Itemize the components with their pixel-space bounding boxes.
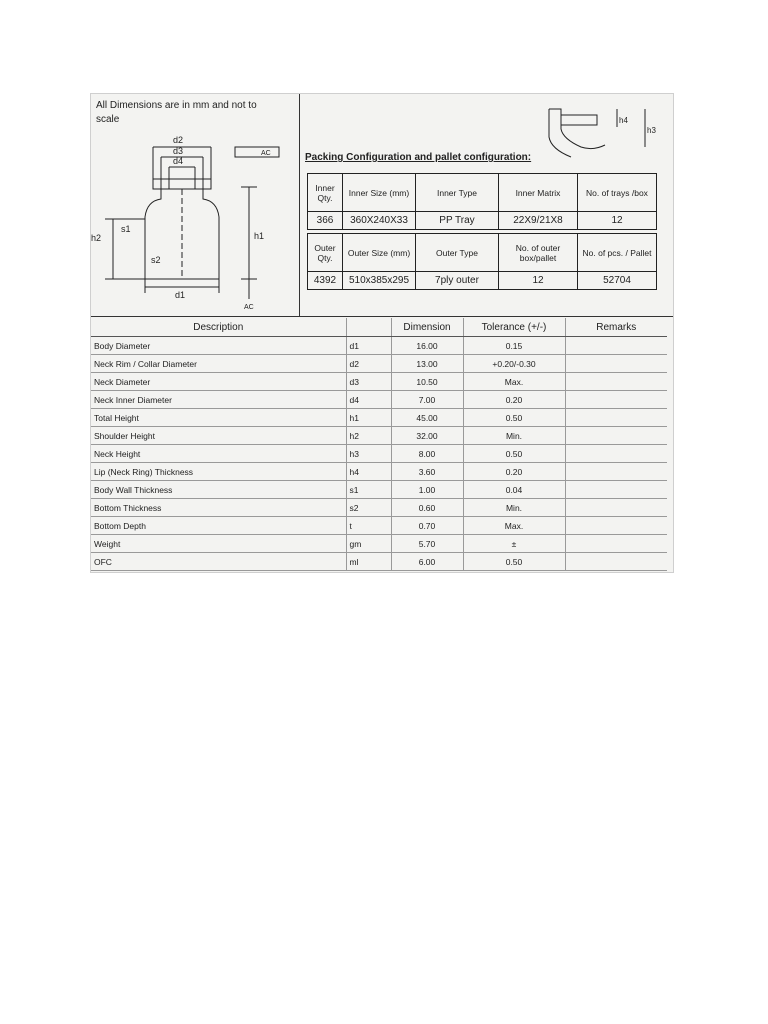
- description-cell: Body Diameter: [91, 337, 346, 355]
- dimension-header: Dimension: [391, 318, 463, 337]
- value-cell: PP Tray: [416, 212, 499, 230]
- label-h2: h2: [91, 233, 102, 243]
- note-line-2: scale: [96, 114, 120, 125]
- symbol-header: [346, 318, 391, 337]
- header-cell: Inner Qty.: [308, 174, 343, 212]
- horizontal-divider: [91, 316, 673, 317]
- tolerance-cell: 0.50: [463, 553, 565, 571]
- value-cell: 12: [499, 272, 578, 290]
- table-row: [91, 445, 667, 463]
- label-d2: d2: [173, 135, 184, 145]
- packing-title: Packing Configuration and pallet configuration:: [305, 152, 532, 163]
- tolerance-cell: 0.04: [463, 481, 565, 499]
- header-cell: No. of trays /box: [578, 174, 657, 212]
- dimensions-note: [96, 99, 296, 127]
- dimension-cell: 7.00: [391, 391, 463, 409]
- symbol-cell: gm: [346, 535, 391, 553]
- dimension-cell: 3.60: [391, 463, 463, 481]
- tolerance-cell: 0.15: [463, 337, 565, 355]
- table-row: [91, 427, 667, 445]
- tolerance-cell: 0.50: [463, 445, 565, 463]
- symbol-cell: h1: [346, 409, 391, 427]
- label-h4: h4: [619, 116, 628, 125]
- tolerance-cell: Min.: [463, 427, 565, 445]
- label-h3: h3: [647, 126, 656, 135]
- label-s2: s2: [151, 255, 161, 265]
- value-cell: 12: [578, 212, 657, 230]
- description-cell: Total Height: [91, 409, 346, 427]
- inner-value-row: [308, 212, 657, 230]
- header-cell: Inner Matrix: [499, 174, 578, 212]
- header-cell: No. of outer box/pallet: [499, 234, 578, 272]
- symbol-cell: h3: [346, 445, 391, 463]
- remarks-cell: [565, 409, 667, 427]
- tolerance-cell: ±: [463, 535, 565, 553]
- dimension-cell: 0.60: [391, 499, 463, 517]
- tolerance-header: Tolerance (+/-): [463, 318, 565, 337]
- tolerance-cell: 0.20: [463, 391, 565, 409]
- value-cell: 366: [308, 212, 343, 230]
- remarks-cell: [565, 337, 667, 355]
- dimension-cell: 5.70: [391, 535, 463, 553]
- header-cell: Inner Size (mm): [343, 174, 416, 212]
- table-row: [91, 373, 667, 391]
- description-cell: OFC: [91, 553, 346, 571]
- dimension-cell: 32.00: [391, 427, 463, 445]
- description-cell: Shoulder Height: [91, 427, 346, 445]
- table-row: [91, 337, 667, 355]
- label-d3: d3: [173, 146, 184, 156]
- value-cell: 7ply outer: [416, 272, 499, 290]
- table-row: [91, 355, 667, 373]
- inner-header-row: [308, 174, 657, 212]
- dimension-cell: 45.00: [391, 409, 463, 427]
- neck-profile-diagram: [541, 99, 661, 169]
- remarks-cell: [565, 553, 667, 571]
- description-cell: Neck Diameter: [91, 373, 346, 391]
- symbol-cell: s2: [346, 499, 391, 517]
- spec-header-row: [91, 318, 667, 337]
- symbol-cell: d4: [346, 391, 391, 409]
- symbol-cell: d1: [346, 337, 391, 355]
- header-cell: Inner Type: [416, 174, 499, 212]
- remarks-cell: [565, 499, 667, 517]
- tolerance-cell: Max.: [463, 373, 565, 391]
- dimension-cell: 1.00: [391, 481, 463, 499]
- label-s1: s1: [121, 224, 131, 234]
- value-cell: 22X9/21X8: [499, 212, 578, 230]
- tolerance-cell: +0.20/-0.30: [463, 355, 565, 373]
- remarks-cell: [565, 463, 667, 481]
- symbol-cell: h2: [346, 427, 391, 445]
- symbol-cell: h4: [346, 463, 391, 481]
- remarks-cell: [565, 445, 667, 463]
- tolerance-cell: Min.: [463, 499, 565, 517]
- symbol-cell: d2: [346, 355, 391, 373]
- outer-value-row: [308, 272, 657, 290]
- tolerance-cell: 0.50: [463, 409, 565, 427]
- remarks-header: Remarks: [565, 318, 667, 337]
- dimension-cell: 6.00: [391, 553, 463, 571]
- bottle-diagram: [91, 129, 301, 314]
- dimension-cell: 16.00: [391, 337, 463, 355]
- label-h1: h1: [254, 231, 265, 241]
- header-cell: Outer Qty.: [308, 234, 343, 272]
- table-row: [91, 409, 667, 427]
- tolerance-cell: 0.20: [463, 463, 565, 481]
- description-cell: Lip (Neck Ring) Thickness: [91, 463, 346, 481]
- dimension-cell: 8.00: [391, 445, 463, 463]
- description-header: Description: [91, 318, 346, 337]
- remarks-cell: [565, 481, 667, 499]
- description-cell: Neck Rim / Collar Diameter: [91, 355, 346, 373]
- symbol-cell: d3: [346, 373, 391, 391]
- scanned-document: [90, 93, 674, 573]
- table-row: [91, 481, 667, 499]
- dimension-cell: 10.50: [391, 373, 463, 391]
- symbol-cell: s1: [346, 481, 391, 499]
- value-cell: 52704: [578, 272, 657, 290]
- remarks-cell: [565, 427, 667, 445]
- description-cell: Body Wall Thickness: [91, 481, 346, 499]
- vertical-divider: [299, 94, 300, 316]
- table-row: [91, 499, 667, 517]
- header-cell: No. of pcs. / Pallet: [578, 234, 657, 272]
- header-cell: Outer Size (mm): [343, 234, 416, 272]
- remarks-cell: [565, 391, 667, 409]
- symbol-cell: t: [346, 517, 391, 535]
- specification-table: [91, 318, 667, 571]
- value-cell: 360X240X33: [343, 212, 416, 230]
- note-line-1: All Dimensions are in mm and not to: [96, 100, 257, 111]
- remarks-cell: [565, 373, 667, 391]
- label-ac: AC: [244, 304, 254, 311]
- label-frame-ac: AC: [261, 150, 271, 157]
- symbol-cell: ml: [346, 553, 391, 571]
- tolerance-cell: Max.: [463, 517, 565, 535]
- description-cell: Neck Inner Diameter: [91, 391, 346, 409]
- remarks-cell: [565, 517, 667, 535]
- label-d4: d4: [173, 156, 184, 166]
- description-cell: Bottom Thickness: [91, 499, 346, 517]
- description-cell: Bottom Depth: [91, 517, 346, 535]
- value-cell: 510x385x295: [343, 272, 416, 290]
- description-cell: Neck Height: [91, 445, 346, 463]
- table-row: [91, 535, 667, 553]
- label-d1: d1: [175, 290, 186, 300]
- header-cell: Outer Type: [416, 234, 499, 272]
- table-row: [91, 463, 667, 481]
- table-row: [91, 517, 667, 535]
- dimension-cell: 0.70: [391, 517, 463, 535]
- packing-table: [307, 173, 657, 290]
- table-row: [91, 553, 667, 571]
- remarks-cell: [565, 355, 667, 373]
- value-cell: 4392: [308, 272, 343, 290]
- remarks-cell: [565, 535, 667, 553]
- table-row: [91, 391, 667, 409]
- dimension-cell: 13.00: [391, 355, 463, 373]
- outer-header-row: [308, 234, 657, 272]
- description-cell: Weight: [91, 535, 346, 553]
